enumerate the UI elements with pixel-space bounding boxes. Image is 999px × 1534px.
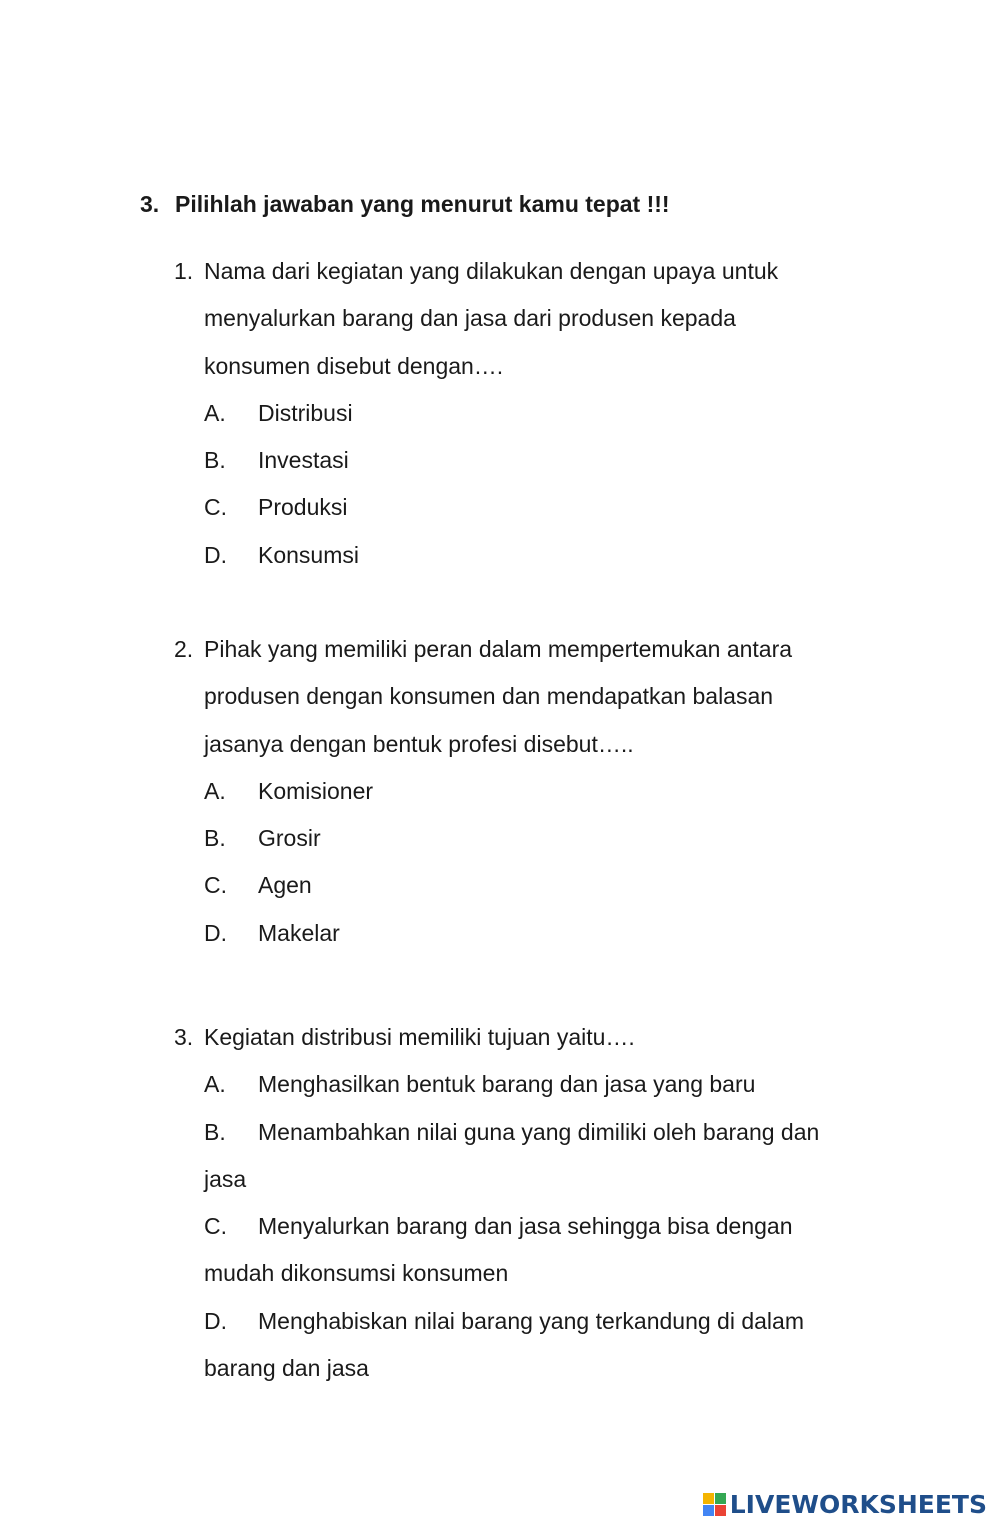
logo-tile: [703, 1505, 714, 1516]
question-1: [174, 248, 894, 579]
option-letter: C.: [204, 1213, 227, 1240]
option-text: Agen: [258, 872, 312, 899]
option-d[interactable]: [204, 910, 894, 957]
option-text-continued: jasa: [204, 1165, 247, 1192]
option-b[interactable]: [204, 1109, 894, 1204]
question-line: Kegiatan distribusi memiliki tujuan yaitu….: [204, 1024, 635, 1050]
question-3: [174, 1014, 894, 1392]
option-text: Grosir: [258, 825, 321, 852]
option-letter: C.: [204, 494, 227, 521]
option-c[interactable]: [204, 862, 894, 909]
question-line: Pihak yang memiliki peran dalam mempertemukan antara: [204, 636, 793, 662]
option-letter: A.: [204, 1071, 226, 1098]
option-a[interactable]: [204, 390, 894, 437]
question-line: konsumen disebut dengan….: [204, 352, 504, 379]
logo-tile: [703, 1493, 714, 1504]
option-c[interactable]: [204, 1203, 894, 1298]
option-letter: D.: [204, 541, 227, 568]
section-number: 3.: [140, 191, 160, 217]
option-text: Produksi: [258, 494, 348, 521]
option-d[interactable]: [204, 532, 894, 579]
option-text: Distribusi: [258, 399, 353, 426]
option-letter: C.: [204, 872, 227, 899]
question-line: jasanya dengan bentuk profesi disebut…..: [204, 730, 634, 757]
option-letter: D.: [204, 919, 227, 946]
option-letter: B.: [204, 447, 226, 474]
question-line: produsen dengan konsumen dan mendapatkan balasan: [204, 683, 774, 710]
option-text: Makelar: [258, 919, 340, 946]
question-line: Nama dari kegiatan yang dilakukan dengan upaya untuk: [204, 258, 779, 284]
section-title: Pilihlah jawaban yang menurut kamu tepat !!!: [175, 191, 670, 217]
question-stem: [174, 248, 894, 390]
option-text: Menyalurkan barang dan jasa sehingga bisa dengan: [258, 1213, 793, 1240]
option-text-continued: mudah dikonsumsi konsumen: [204, 1260, 509, 1287]
option-b[interactable]: [204, 437, 894, 484]
question-stem: [174, 626, 894, 768]
option-text: Investasi: [258, 447, 349, 474]
option-letter: A.: [204, 399, 226, 426]
question-2: [174, 626, 894, 957]
question-number: 1.: [174, 258, 194, 284]
liveworksheets-logo: [703, 1490, 987, 1519]
option-letter: B.: [204, 1118, 226, 1145]
logo-tiles-icon: [703, 1493, 726, 1516]
option-c[interactable]: [204, 484, 894, 531]
option-a[interactable]: [204, 1061, 894, 1108]
option-letter: D.: [204, 1307, 227, 1334]
question-number: 2.: [174, 636, 194, 662]
section-heading: [140, 188, 670, 220]
option-b[interactable]: [204, 815, 894, 862]
logo-text: LIVEWORKSHEETS: [729, 1490, 987, 1519]
question-number: 3.: [174, 1024, 194, 1050]
logo-tile: [715, 1505, 726, 1516]
option-text: Komisioner: [258, 777, 374, 804]
question-stem: [174, 1014, 894, 1061]
option-letter: B.: [204, 825, 226, 852]
option-a[interactable]: [204, 768, 894, 815]
option-text: Menghabiskan nilai barang yang terkandung di dalam: [258, 1307, 804, 1334]
option-letter: A.: [204, 777, 226, 804]
option-text: Menghasilkan bentuk barang dan jasa yang baru: [258, 1071, 756, 1098]
logo-tile: [715, 1493, 726, 1504]
option-text: Menambahkan nilai guna yang dimiliki oleh barang dan: [258, 1118, 820, 1145]
option-text-continued: barang dan jasa: [204, 1355, 369, 1382]
question-line: menyalurkan barang dan jasa dari produsen kepada: [204, 305, 736, 332]
option-text: Konsumsi: [258, 541, 359, 568]
option-d[interactable]: [204, 1298, 894, 1393]
